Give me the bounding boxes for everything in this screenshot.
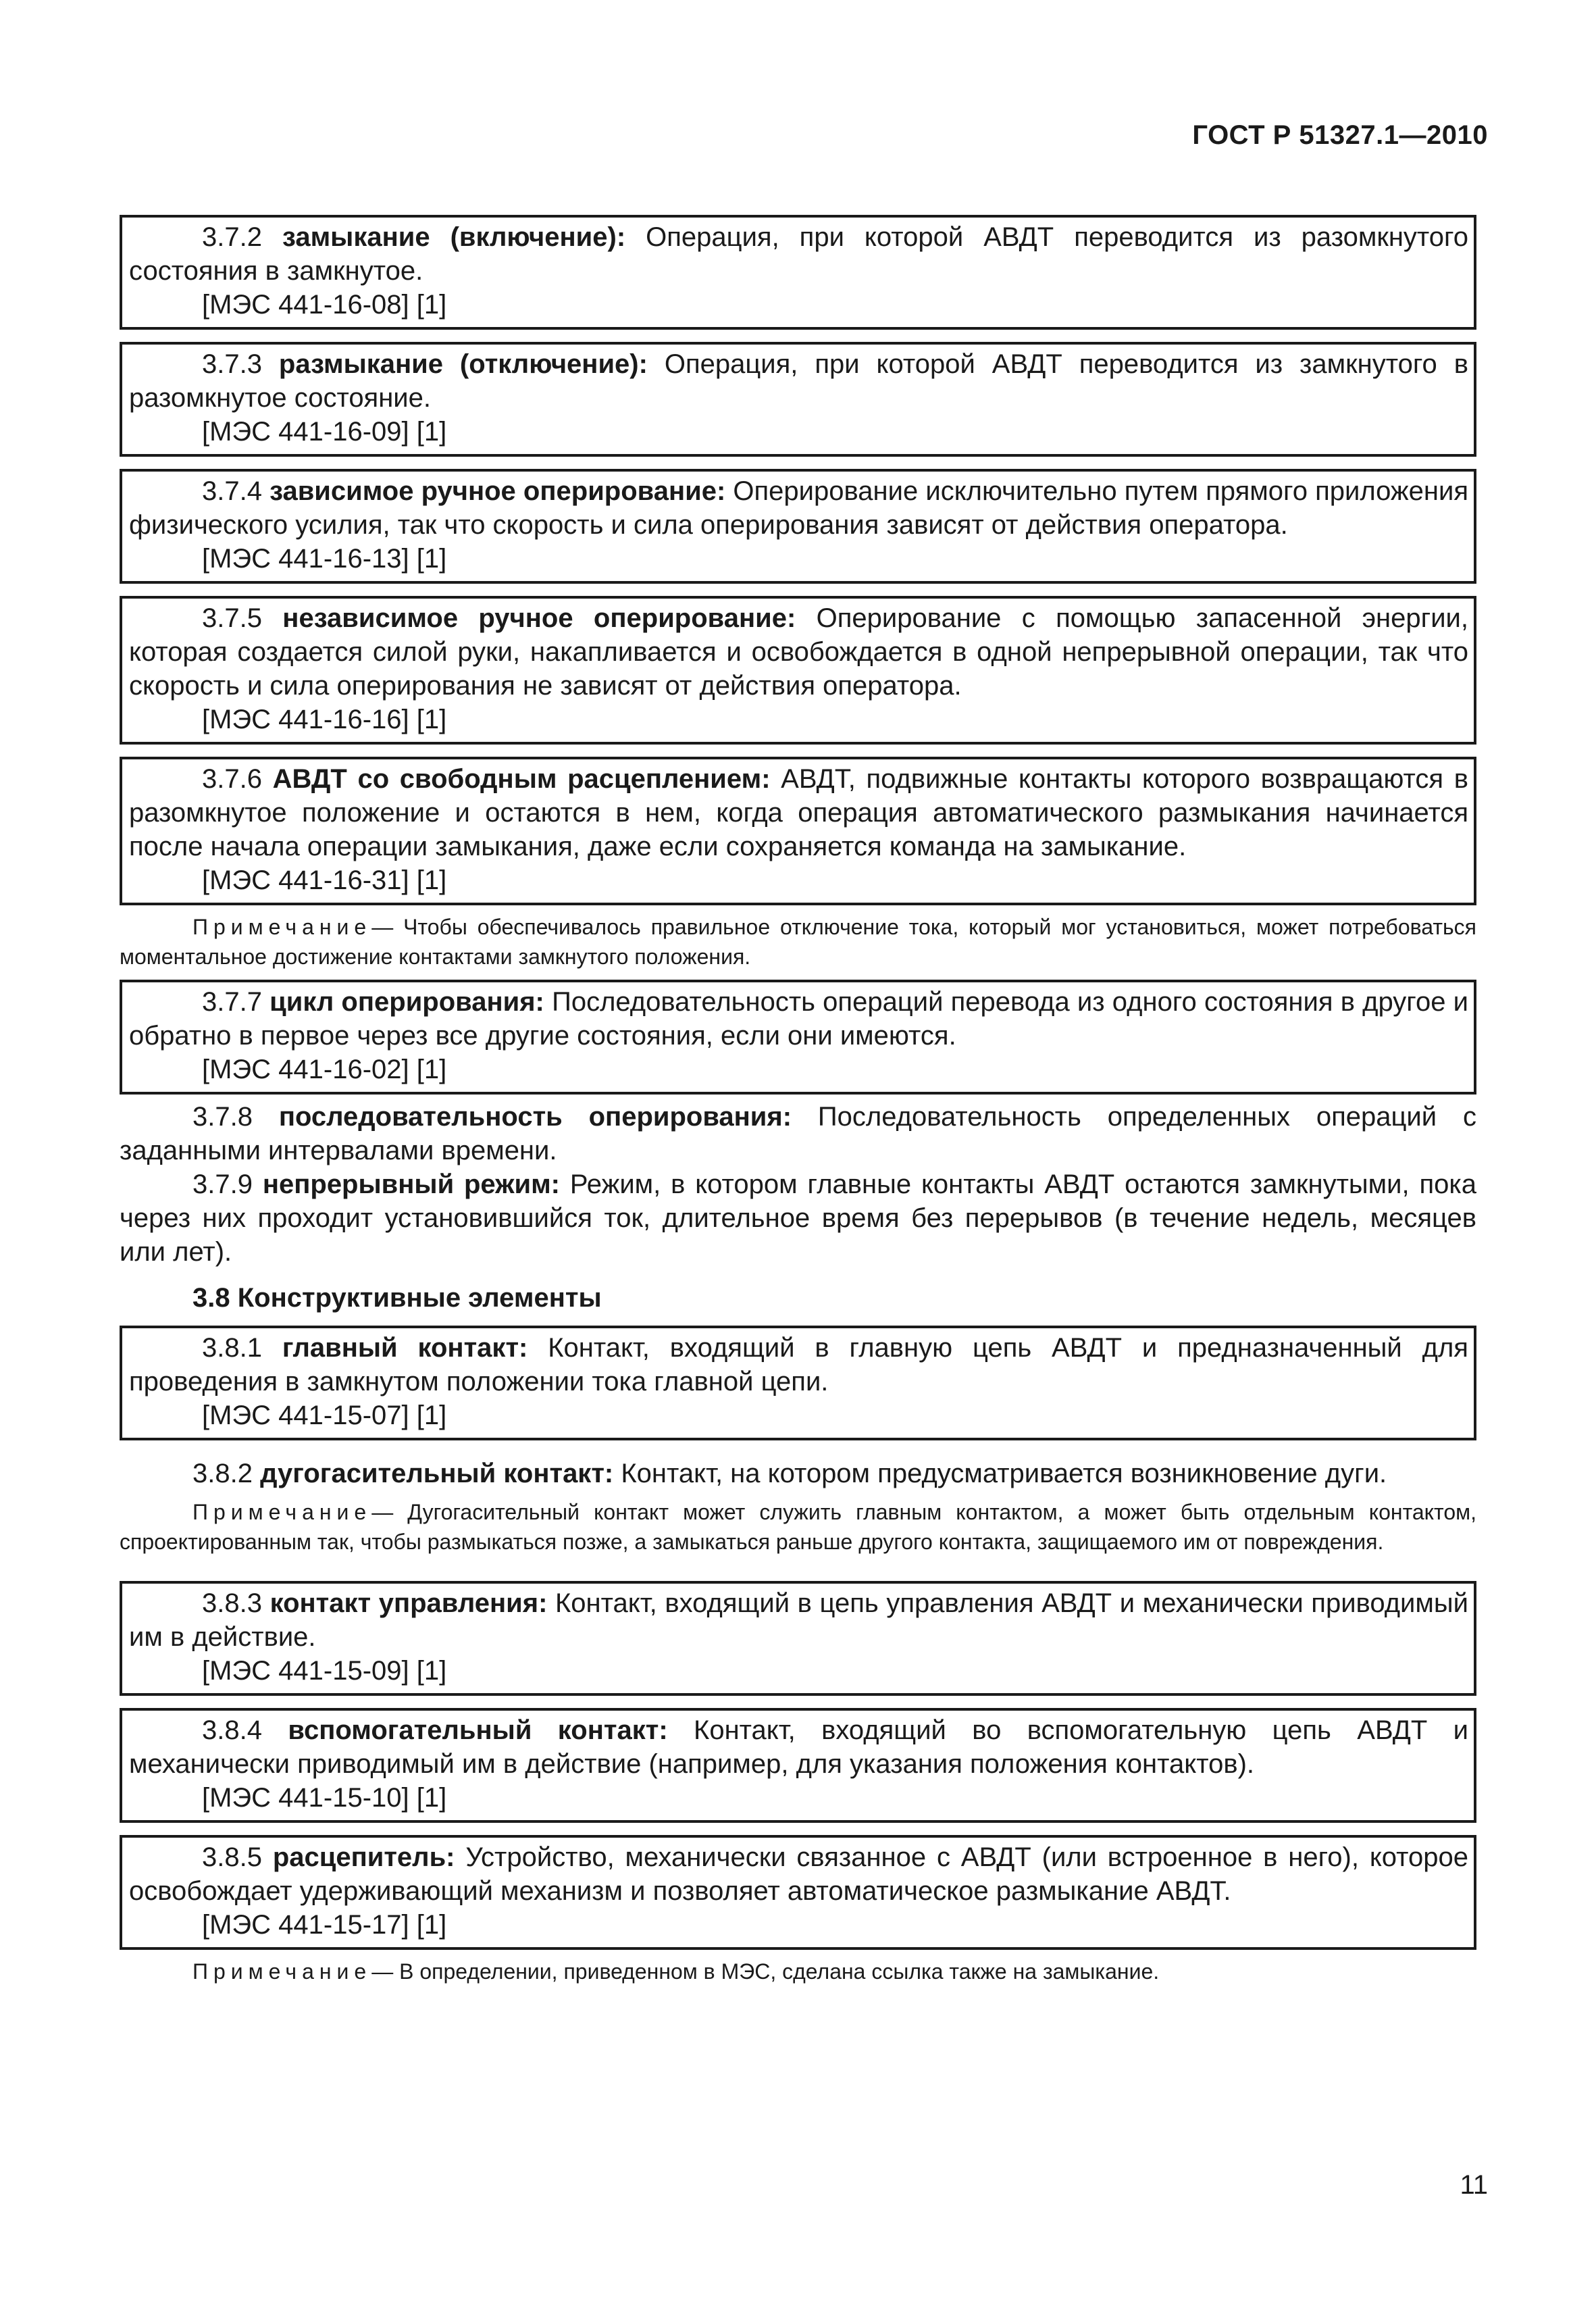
- note-text: — В определении, приведенном в МЭС, сделана ссылка также на замыкание.: [371, 1959, 1160, 1984]
- term-definition: Контакт, входящий в главную цепь АВДТ и предназначенный для проведения в замкнутом положении тока главной цепи.: [129, 1333, 1468, 1397]
- term-reference: [МЭС 441-16-13] [1]: [202, 544, 447, 574]
- note-3-8-2: [120, 1490, 1476, 1565]
- term-name: зависимое ручное оперирование:: [269, 476, 726, 506]
- term-reference: [МЭС 441-16-02] [1]: [202, 1055, 447, 1084]
- term-name: дугогасительный контакт:: [260, 1459, 614, 1488]
- term-number: 3.7.2: [202, 222, 262, 252]
- term-name: главный контакт:: [282, 1333, 528, 1363]
- term-number: 3.7.7: [202, 987, 262, 1017]
- term-box-3-7-7: [120, 980, 1476, 1095]
- term-number: 3.7.5: [202, 603, 262, 633]
- term-reference: [МЭС 441-15-09] [1]: [202, 1656, 447, 1686]
- term-definition: Последовательность операций перевода из одного состояния в другое и обратно в первое через все другие состояния, если они имеются.: [129, 987, 1468, 1051]
- term-number: 3.8.3: [202, 1588, 262, 1618]
- term-definition: АВДТ, подвижные контакты которого возвращаются в разомкнутое положение и остаются в нем, когда операция автоматического размыкания начинается после начала операции замыкания, даже если сохраняется команда на замыкание.: [129, 764, 1468, 861]
- document-body: [120, 215, 1476, 1994]
- term-paragraph: [129, 1840, 1468, 1908]
- term-number: 3.7.6: [202, 764, 262, 794]
- term-reference: [МЭС 441-15-17] [1]: [202, 1910, 447, 1940]
- term-reference: [МЭС 441-16-16] [1]: [202, 705, 447, 734]
- term-paragraph-3-7-9: [120, 1167, 1476, 1269]
- term-definition: Контакт, на котором предусматривается возникновение дуги.: [613, 1459, 1387, 1488]
- term-number: 3.8.5: [202, 1842, 262, 1872]
- term-paragraph: [129, 1331, 1468, 1399]
- term-reference: [МЭС 441-16-31] [1]: [202, 865, 447, 895]
- term-number: 3.8.2: [192, 1459, 253, 1488]
- term-paragraph: [129, 220, 1468, 288]
- term-definition: Контакт, входящий в цепь управления АВДТ и механически приводимый им в действие.: [129, 1588, 1468, 1652]
- term-name: вспомогательный контакт:: [288, 1715, 668, 1745]
- term-reference: [МЭС 441-16-09] [1]: [202, 417, 447, 447]
- term-paragraph: [129, 985, 1468, 1053]
- term-definition: Устройство, механически связанное с АВДТ (или встроенное в него), которое освобождает удерживающий механизм и позволяет автоматическое размыкание АВДТ.: [129, 1842, 1468, 1906]
- term-reference: [МЭС 441-15-10] [1]: [202, 1783, 447, 1813]
- term-reference: [МЭС 441-16-08] [1]: [202, 290, 447, 320]
- note-label: Примечание: [192, 1959, 372, 1984]
- term-definition: Режим, в котором главные контакты АВДТ остаются замкнутыми, пока через них проходит установившийся ток, длительное время без перерывов (в течение недель, месяцев или лет).: [120, 1169, 1476, 1267]
- unboxed-terms: [120, 1095, 1476, 1269]
- term-box-3-8-1: [120, 1326, 1476, 1440]
- section-heading: 3.8 Конструктивные элементы: [192, 1283, 602, 1313]
- note-label: Примечание: [192, 1500, 372, 1524]
- page-number: 11: [1460, 2170, 1488, 2200]
- term-definition: Контакт, входящий во вспомогательную цепь АВДТ и механически приводимый им в действие (например, для указания положения контактов).: [129, 1715, 1468, 1779]
- term-name: АВДТ со свободным расцеплением:: [272, 764, 771, 794]
- document-header: ГОСТ Р 51327.1—2010: [1192, 120, 1488, 150]
- term-number: 3.8.1: [202, 1333, 262, 1363]
- term-number: 3.7.9: [192, 1169, 253, 1199]
- term-definition: Последовательность определенных операций с заданными интервалами времени.: [120, 1102, 1476, 1165]
- term-name: непрерывный режим:: [262, 1169, 561, 1199]
- term-definition: Операция, при которой АВДТ переводится из разомкнутого состояния в замкнутое.: [129, 222, 1468, 286]
- term-box-3-7-3: [120, 342, 1476, 457]
- term-box-3-8-5: [120, 1835, 1476, 1950]
- term-box-3-8-3: [120, 1581, 1476, 1696]
- note-text: — Дугогасительный контакт может служить главным контактом, а может быть отдельным контактом, спроектированным так, чтобы размыкаться позже, а замыкаться раньше другого контакта, защищаемого им от повреждения.: [120, 1500, 1476, 1554]
- term-paragraph: [129, 762, 1468, 863]
- term-box-3-7-2: [120, 215, 1476, 330]
- term-box-3-7-6: [120, 757, 1476, 905]
- term-name: замыкание (включение):: [282, 222, 626, 252]
- term-number: 3.8.4: [202, 1715, 262, 1745]
- term-paragraph: [129, 347, 1468, 415]
- term-name: независимое ручное оперирование:: [282, 603, 796, 633]
- spacer: [120, 1440, 1476, 1457]
- term-box-3-7-5: [120, 596, 1476, 745]
- term-paragraph: [129, 474, 1468, 542]
- term-name: контакт управления:: [269, 1588, 548, 1618]
- term-paragraph: [129, 1586, 1468, 1654]
- spacer: [120, 1565, 1476, 1581]
- term-name: расцепитель:: [272, 1842, 455, 1872]
- term-number: 3.7.8: [192, 1102, 253, 1132]
- term-paragraph-3-8-2: [120, 1457, 1476, 1490]
- note-label: Примечание: [192, 915, 372, 939]
- term-definition: Оперирование с помощью запасенной энергии, которая создается силой руки, накапливается и освобождается в одной непрерывной операции, так что скорость и сила оперирования не зависят от действия оператора.: [129, 603, 1469, 701]
- term-number: 3.7.4: [202, 476, 262, 506]
- term-name: цикл оперирования:: [269, 987, 544, 1017]
- term-box-3-8-4: [120, 1708, 1476, 1823]
- term-number: 3.7.3: [202, 349, 262, 379]
- term-name: последовательность оперирования:: [278, 1102, 792, 1132]
- term-paragraph: [129, 601, 1468, 703]
- note-3-7-6: [120, 905, 1476, 980]
- term-paragraph-3-7-8: [120, 1100, 1476, 1167]
- term-paragraph: [129, 1713, 1468, 1781]
- term-name: размыкание (отключение):: [278, 349, 648, 379]
- term-reference: [МЭС 441-15-07] [1]: [202, 1401, 447, 1430]
- term-definition: Операция, при которой АВДТ переводится из замкнутого в разомкнутое состояние.: [129, 349, 1468, 413]
- note-text: — Чтобы обеспечивалось правильное отключение тока, который мог установиться, может потребоваться моментальное достижение контактами замкнутого положения.: [120, 915, 1476, 969]
- term-box-3-7-4: [120, 469, 1476, 584]
- term-definition: Оперирование исключительно путем прямого приложения физического усилия, так что скорость и сила оперирования зависят от действия оператора.: [129, 476, 1468, 540]
- note-3-8-5: [120, 1950, 1476, 1994]
